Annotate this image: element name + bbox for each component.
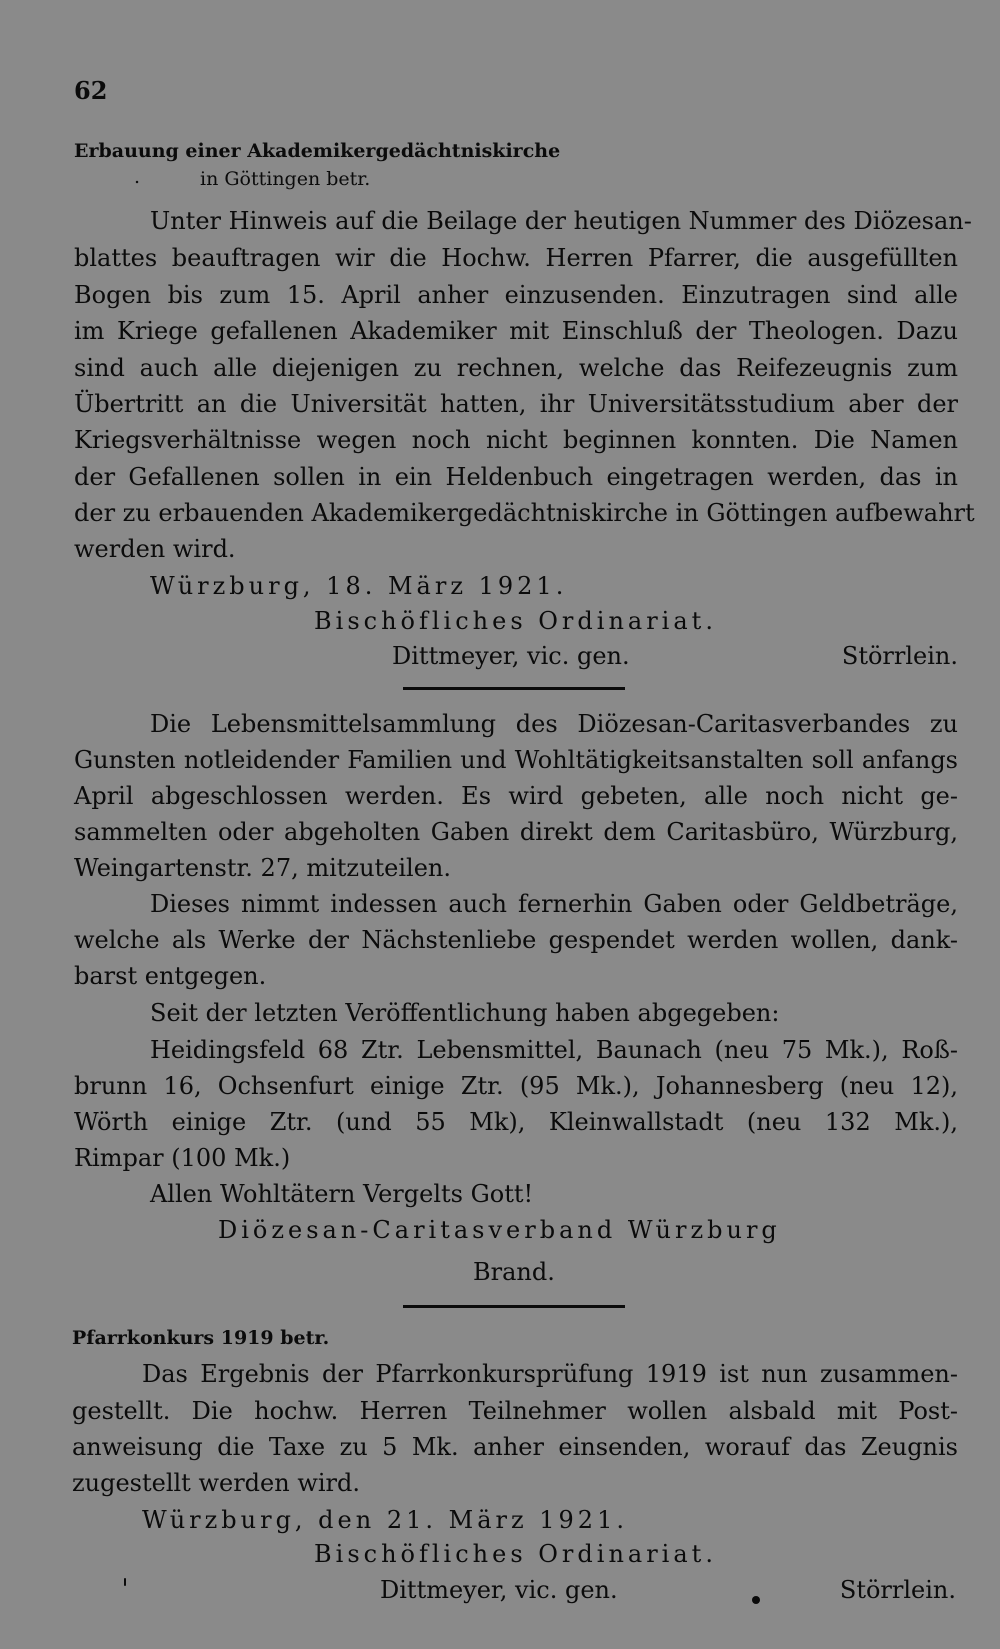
section1-line: Kriegsverhältnisse wegen noch nicht beginnen konnten. Die Namen xyxy=(74,426,958,454)
section1-heading-line1: Erbauung einer Akademikergedächtniskirche xyxy=(74,140,561,162)
section3-line: zugestellt werden wird. xyxy=(72,1469,361,1497)
section2-line: sammelten oder abgeholten Gaben direkt dem Caritasbüro, Würzburg, xyxy=(74,818,958,846)
section1-line: werden wird. xyxy=(74,535,236,563)
section2-line: Allen Wohltätern Vergelts Gott! xyxy=(150,1180,534,1208)
section2-line: Seit der letzten Veröffentlichung haben abgegeben: xyxy=(150,999,780,1027)
section2-line: Die Lebensmittelsammlung des Diözesan-Caritasverbandes zu xyxy=(150,710,958,738)
ink-speck xyxy=(752,1596,760,1604)
section1-line: im Kriege gefallenen Akademiker mit Einschluß der Theologen. Dazu xyxy=(74,317,958,345)
section2-line: Gunsten notleidender Familien und Wohltätigkeitsanstalten soll anfangs xyxy=(74,746,958,774)
section1-line: der Gefallenen sollen in ein Heldenbuch eingetragen werden, das in xyxy=(74,463,958,491)
section2-line: welche als Werke der Nächstenliebe gespendet werden wollen, dank- xyxy=(74,926,958,954)
section3-heading: Pfarrkonkurs 1919 betr. xyxy=(72,1327,330,1349)
section1-signer-right: Störrlein. xyxy=(841,642,958,670)
section2-line: brunn 16, Ochsenfurt einige Ztr. (95 Mk.), Johannesberg (neu 12), xyxy=(74,1072,958,1100)
section2-line: Dieses nimmt indessen auch fernerhin Gaben oder Geldbeträge, xyxy=(150,890,958,918)
section1-line: Übertritt an die Universität hatten, ihr Universitätsstudium aber der xyxy=(74,390,958,418)
section2-org: Diözesan-Caritasverband Würzburg xyxy=(218,1216,781,1244)
page-number: 62 xyxy=(74,76,108,105)
section2-line: Weingartenstr. 27, mitzuteilen. xyxy=(74,854,452,882)
section3-date: Würzburg, den 21. März 1921. xyxy=(142,1506,628,1534)
divider-rule xyxy=(403,687,625,690)
section1-line: sind auch alle diejenigen zu rechnen, welche das Reifezeugnis zum xyxy=(74,354,958,382)
divider-rule xyxy=(403,1305,625,1308)
section1-heading-dot: . xyxy=(134,166,141,188)
section2-line: barst entgegen. xyxy=(74,962,267,990)
section1-authority: Bischöfliches Ordinariat. xyxy=(314,607,717,635)
section1-signer-left: Dittmeyer, vic. gen. xyxy=(392,642,630,670)
section2-line: April abgeschlossen werden. Es wird gebeten, alle noch nicht ge- xyxy=(74,782,958,810)
section3-authority: Bischöfliches Ordinariat. xyxy=(314,1540,717,1568)
section3-line: Das Ergebnis der Pfarrkonkursprüfung 1919 ist nun zusammen- xyxy=(142,1360,958,1388)
section1-line: der zu erbauenden Akademikergedächtniskirche in Göttingen aufbewahrt xyxy=(74,499,975,527)
section2-signer: Brand. xyxy=(473,1258,555,1286)
section1-heading-line2: in Göttingen betr. xyxy=(200,168,371,190)
section1-date: Würzburg, 18. März 1921. xyxy=(150,572,568,600)
section3-signer-right: Störrlein. xyxy=(839,1576,956,1604)
section2-line: Rimpar (100 Mk.) xyxy=(74,1144,291,1172)
section2-line: Wörth einige Ztr. (und 55 Mk), Kleinwallstadt (neu 132 Mk.), xyxy=(74,1108,958,1136)
section3-line: anweisung die Taxe zu 5 Mk. anher einsenden, worauf das Zeugnis xyxy=(72,1433,958,1461)
section3-line: gestellt. Die hochw. Herren Teilnehmer wollen alsbald mit Post- xyxy=(72,1397,958,1425)
section1-line: blattes beauftragen wir die Hochw. Herren Pfarrer, die ausgefüllten xyxy=(74,244,958,272)
section1-line: Unter Hinweis auf die Beilage der heutigen Nummer des Diözesan- xyxy=(150,207,972,235)
ink-speck xyxy=(124,1578,126,1586)
section2-line: Heidingsfeld 68 Ztr. Lebensmittel, Baunach (neu 75 Mk.), Roß- xyxy=(150,1036,958,1064)
section1-line: Bogen bis zum 15. April anher einzusenden. Einzutragen sind alle xyxy=(74,281,958,309)
section3-signer-left: Dittmeyer, vic. gen. xyxy=(380,1576,618,1604)
